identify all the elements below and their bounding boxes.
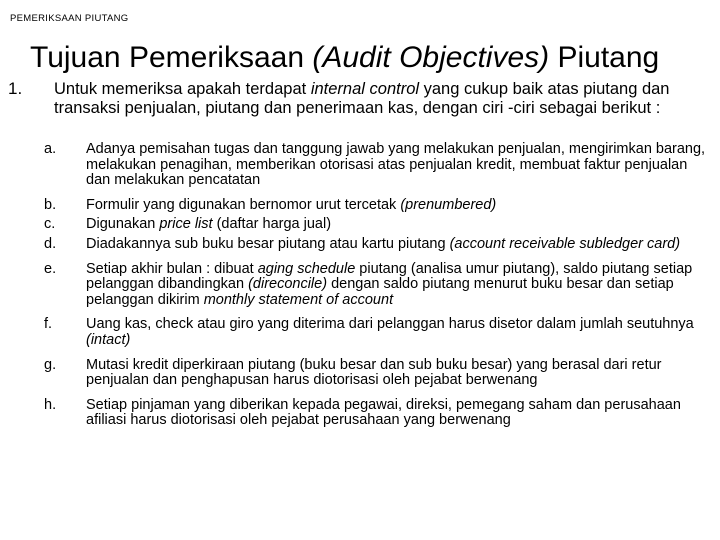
list-item-letter: d.: [44, 235, 57, 252]
list-item-segment: dengan saldo piutang menurut buku besar dan setiap pelanggan dikirim: [86, 276, 674, 308]
slide-title: [30, 40, 659, 76]
list-item-italic-segment: (intact): [86, 331, 131, 348]
list-item: [0, 217, 720, 233]
list-item-italic-segment: (account receivable subledger card): [449, 235, 681, 252]
list-item: [0, 262, 720, 309]
list-item-letter: a.: [44, 141, 57, 157]
main-point-number: 1.: [8, 79, 23, 98]
title-text: Tujuan Pemeriksaan: [30, 41, 313, 74]
list-item-letter: h.: [44, 396, 57, 413]
main-point-text: [54, 80, 714, 117]
list-item: [0, 358, 720, 389]
list-item: [0, 317, 720, 348]
list-item-segment: Digunakan: [86, 216, 160, 233]
list-item-letter: c.: [44, 216, 56, 233]
list-item-letter: f.: [44, 316, 53, 333]
header-tag: PEMERIKSAAN PIUTANG: [10, 13, 129, 24]
sub-point-list: [0, 142, 720, 429]
list-item-segment: Diadakannya sub buku besar piutang atau kartu piutang: [86, 235, 450, 252]
list-item-italic-segment: (direconcile): [248, 276, 328, 293]
list-item: [0, 237, 720, 253]
list-item-letter: e.: [44, 260, 57, 277]
main-point-text-start: Untuk memeriksa apakah terdapat: [54, 80, 311, 98]
list-item-text: [86, 317, 706, 348]
list-item-segment: Mutasi kredit diperkiraan piutang (buku besar dan sub buku besar) yang berasal dari retur penjualan dan penghapusan harus diotorisasi oleh pejabat berwenang: [86, 356, 662, 389]
list-item-italic-segment: price list: [159, 216, 213, 233]
list-item-letter: g.: [44, 356, 57, 373]
list-item-segment: (daftar harga jual): [212, 216, 332, 233]
main-point-italic-text: internal control: [310, 80, 420, 98]
title-italic-text: (Audit Objectives): [312, 41, 550, 74]
list-item-text: [86, 217, 706, 233]
list-item-italic-segment: (prenumbered): [400, 196, 497, 213]
list-item-segment: Formulir yang digunakan bernomor urut tercetak: [86, 196, 401, 213]
list-item-italic-segment: monthly statement of account: [203, 291, 394, 308]
list-item-segment: Adanya pemisahan tugas dan tanggung jawab yang melakukan penjualan, mengirimkan barang, melakukan penagihan, memberikan otorisasi atas penjualan kredit, membuat faktur penjualan dan melakukan pencatatan: [86, 141, 706, 189]
list-item-text: [86, 262, 706, 309]
list-item-text: [86, 237, 706, 253]
list-item-letter: b.: [44, 196, 57, 213]
list-item-text: [86, 142, 706, 189]
list-item-text: [86, 358, 706, 389]
list-item: [0, 398, 720, 429]
list-item: [0, 198, 720, 214]
list-item-italic-segment: aging schedule: [257, 260, 356, 277]
list-item-segment: piutang (analisa umur piutang), saldo piutang setiap pelanggan dibandingkan: [86, 260, 693, 293]
list-item-segment: Setiap akhir bulan : dibuat: [86, 260, 258, 277]
list-item-text: [86, 398, 706, 429]
list-item-segment: Setiap pinjaman yang diberikan kepada pegawai, direksi, pemegang saham dan perusahaan afiliasi harus diotorisasi oleh pejabat perusahaan yang berwenang: [86, 396, 681, 429]
title-text-end: Piutang: [549, 41, 660, 74]
list-item-text: [86, 198, 706, 214]
list-item: [0, 142, 720, 189]
main-point-text-end: yang cukup baik atas piutang dan transaksi penjualan, piutang dan penerimaan kas, dengan ciri -ciri sebagai berikut :: [54, 80, 670, 117]
list-item-segment: Uang kas, check atau giro yang diterima dari pelanggan harus disetor dalam jumlah seutuhnya: [86, 316, 694, 333]
